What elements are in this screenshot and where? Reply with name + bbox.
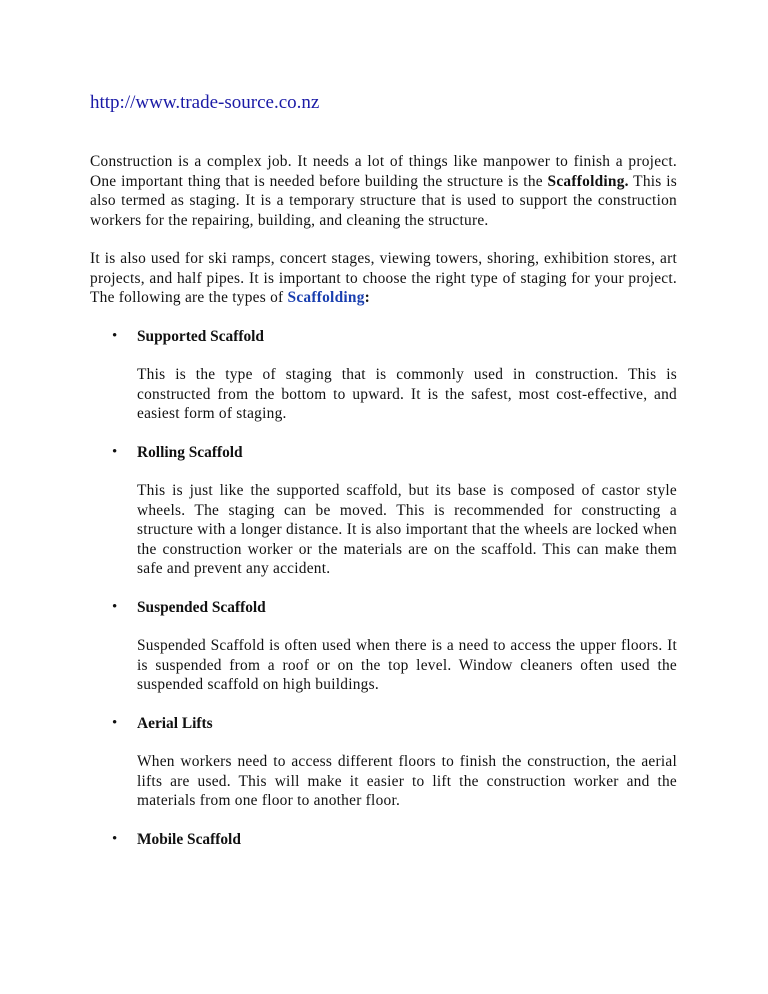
item-body: This is just like the supported scaffold, but its base is composed of castor style wheels. The staging can be moved. This is recommended for constructing a structure with a longer distance. It is also important that the wheels are locked when the construction worker or the materials are on the scaffold. This can make them safe and prevent any accident.	[137, 482, 677, 577]
item-body: Suspended Scaffold is often used when there is a need to access the upper floors. It is suspended from a roof or on the top level. Window cleaners often used the suspended scaffold on high buildings.	[137, 637, 677, 693]
intro-paragraph-2	[90, 249, 677, 308]
bold-term: Scaffolding.	[547, 172, 629, 190]
list-item	[90, 714, 677, 811]
list-item	[90, 598, 677, 695]
scaffolding-link[interactable]: Scaffolding	[287, 289, 365, 306]
item-body: This is the type of staging that is commonly used in construction. This is constructed from the bottom to upward. It is the safest, most cost-effective, and easiest form of staging.	[137, 366, 677, 422]
item-title: Aerial Lifts	[137, 714, 213, 732]
item-body: When workers need to access different floors to finish the construction, the aerial lifts are used. This will make it easier to lift the construction worker and the materials from one floor to another floor.	[137, 753, 677, 809]
text: It is also used for ski ramps, concert stages, viewing towers, shoring, exhibition stores, art projects, and half pipes. It is important to choose the right type of staging for your project. The following are the types of	[90, 250, 677, 306]
scaffold-types-list	[90, 327, 677, 850]
item-title: Rolling Scaffold	[137, 443, 243, 461]
intro-paragraph-1	[90, 152, 677, 230]
item-title: Supported Scaffold	[137, 327, 264, 345]
list-item	[90, 830, 677, 850]
item-title: Suspended Scaffold	[137, 598, 266, 616]
bullet-icon: •	[112, 598, 118, 615]
list-item	[90, 443, 677, 579]
item-title: Mobile Scaffold	[137, 830, 241, 848]
website-link[interactable]: http://www.trade-source.co.nz	[90, 92, 320, 113]
bullet-icon: •	[112, 830, 118, 847]
text: Construction is a complex job. It needs a lot of things like manpower to finish a project. One important thing that is needed before building the structure is the	[90, 153, 677, 190]
document-page	[90, 92, 677, 868]
text: This is also termed as staging. It is a temporary structure that is used to support the construction workers for the repairing, building, and cleaning the structure.	[90, 172, 677, 229]
list-item	[90, 327, 677, 424]
bullet-icon: •	[112, 327, 118, 344]
bullet-icon: •	[112, 443, 118, 460]
colon: :	[364, 289, 371, 306]
bullet-icon: •	[112, 714, 118, 731]
